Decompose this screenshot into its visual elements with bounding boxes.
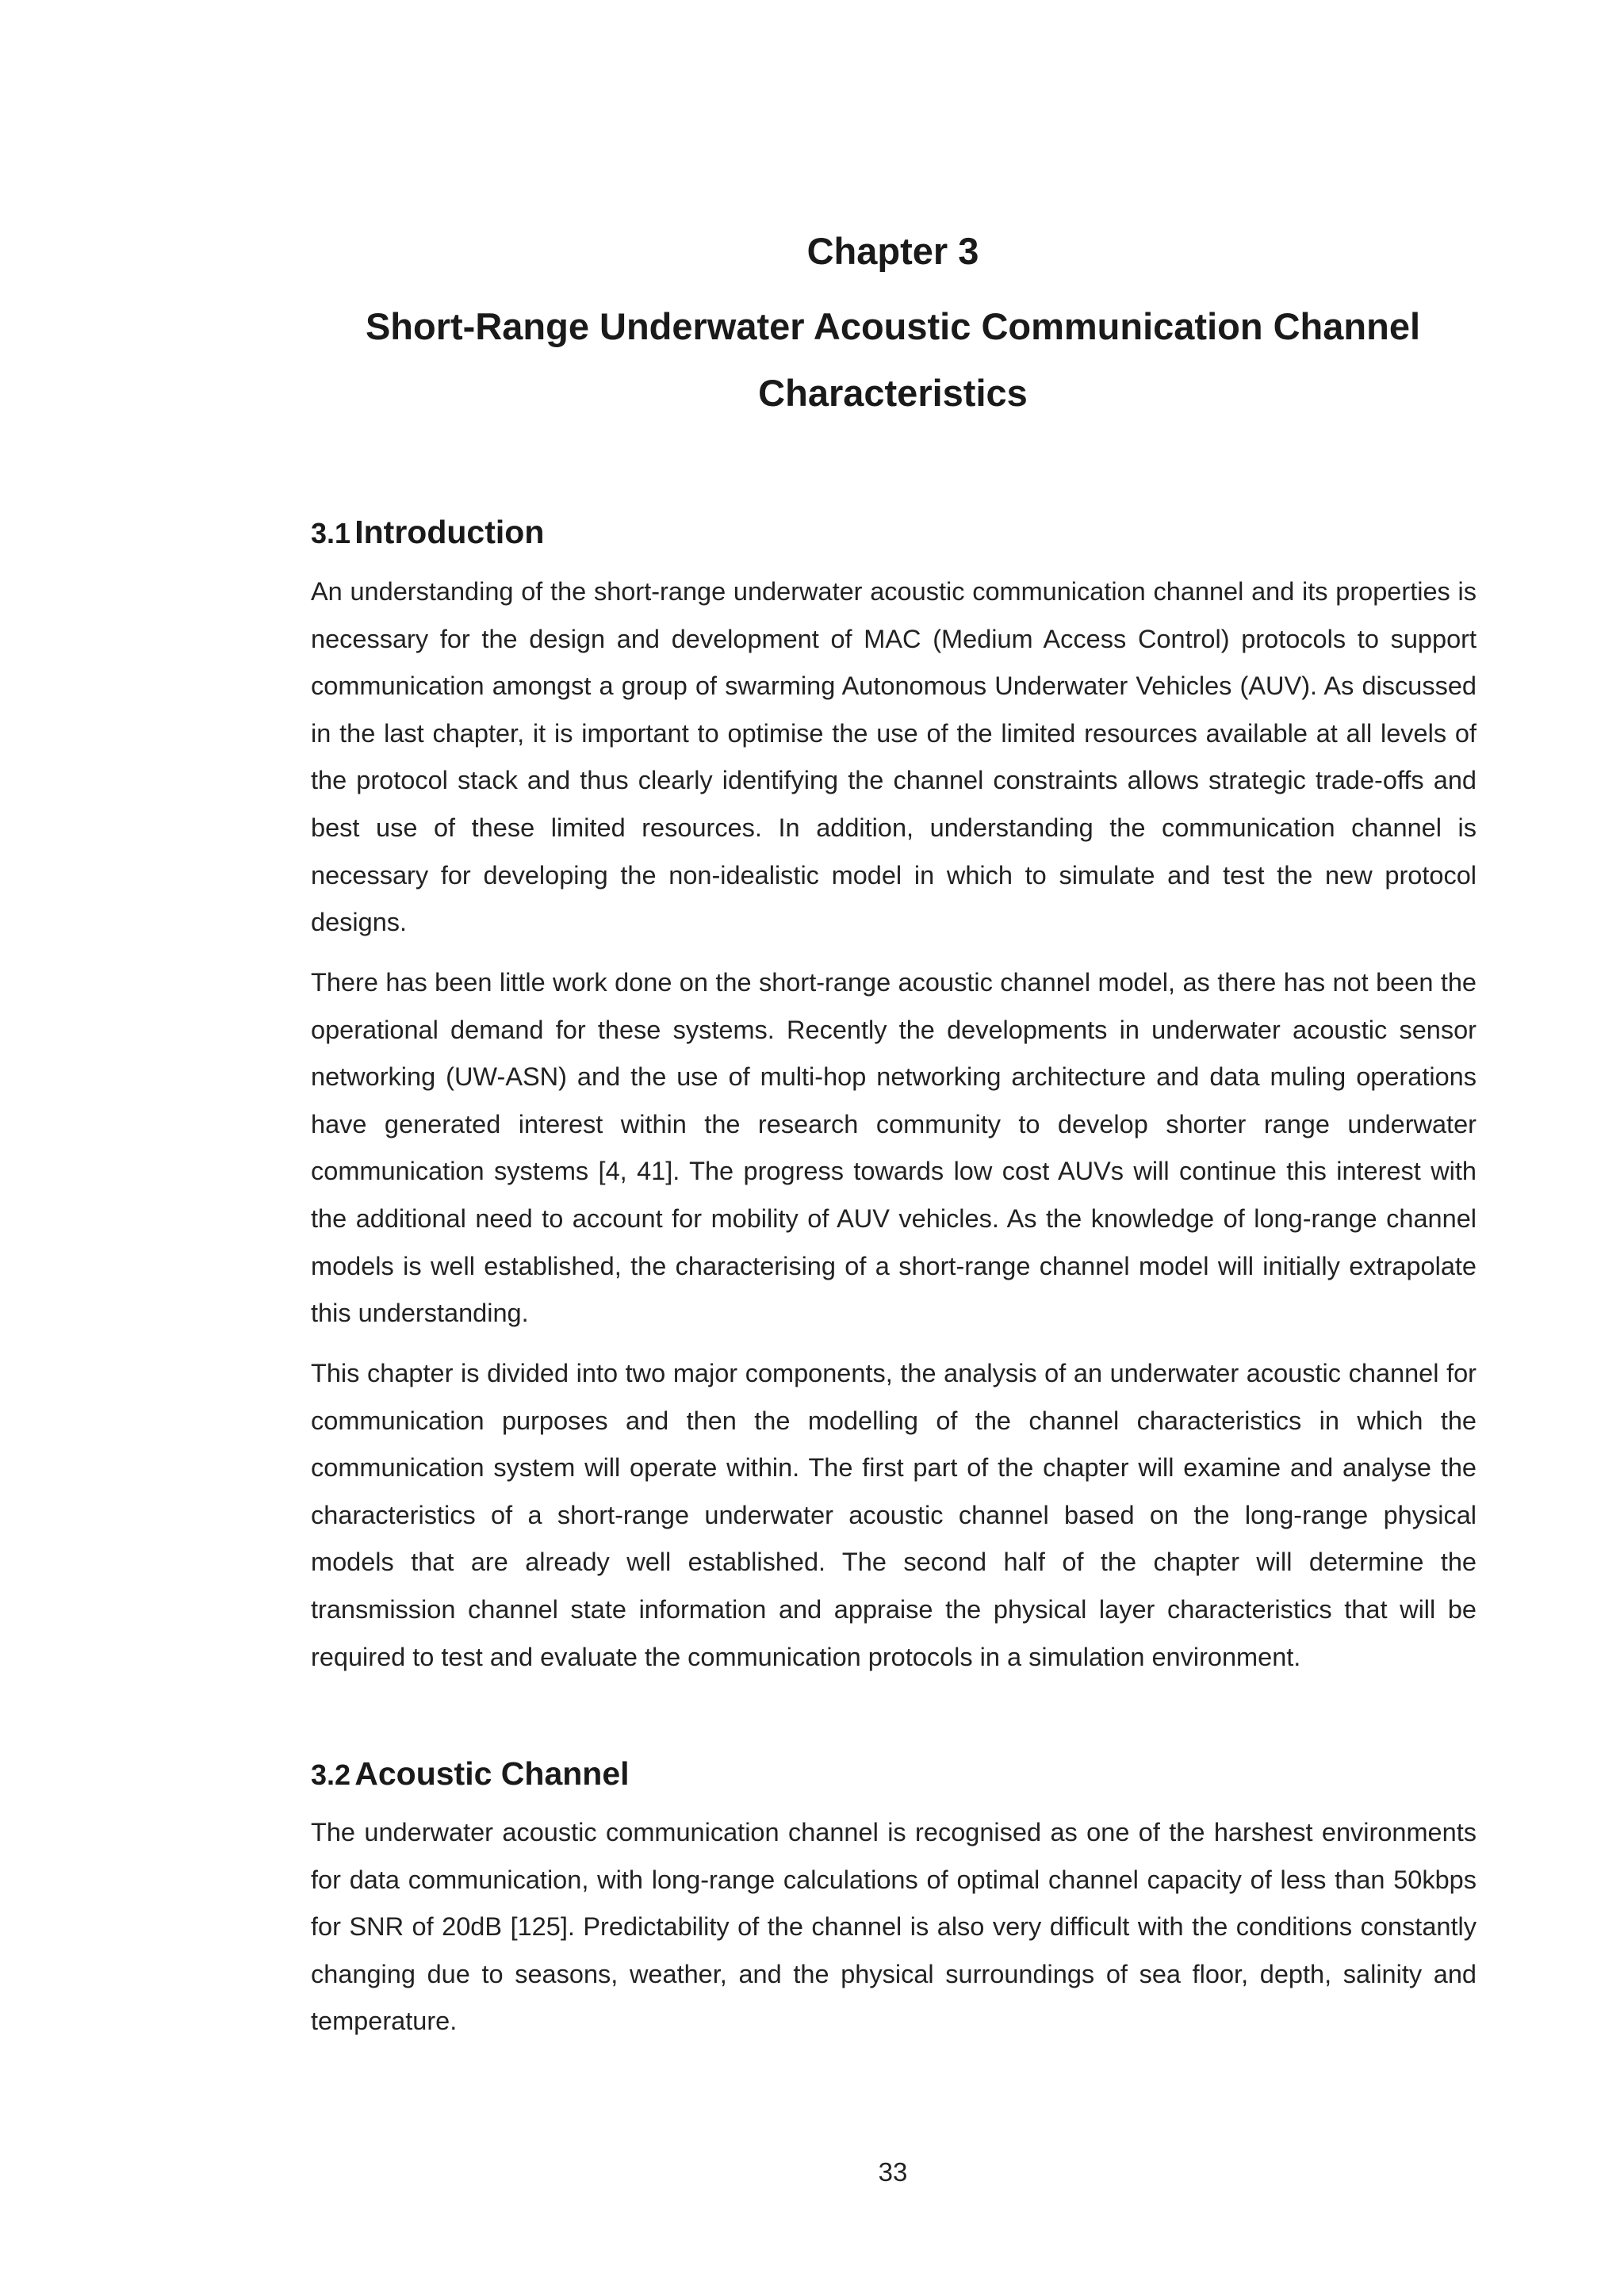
- page-number: 33: [878, 2157, 908, 2187]
- chapter-title: [0, 293, 1624, 427]
- chapter-number: Chapter 3: [806, 230, 979, 272]
- paragraph-introduction-3: This chapter is divided into two major components, the analysis of an underwater acoustic channel for communication purposes and then the modelling of the channel characteristics in which the communication system will operate within. The first part of the chapter will examine and analyse the characteristics of a short-range underwater acoustic channel based on the long-range physical models that are already well established. The second half of the chapter will determine the transmission channel state information and appraise the physical layer characteristics that will be required to test and evaluate the communication protocols in a simulation environment.: [311, 1359, 1477, 1671]
- section-title: Acoustic Channel: [354, 1755, 630, 1792]
- chapter-title-line-2: Characteristics: [758, 372, 1028, 414]
- chapter-title-line-1: Short-Range Underwater Acoustic Communication Channel: [365, 305, 1421, 347]
- section-number: 3.2: [311, 1758, 351, 1791]
- paragraph-acoustic-channel-1: The underwater acoustic communication channel is recognised as one of the harshest environments for data communication, with long-range calculations of optimal channel capacity of less than 50kbps for SNR of 20dB [125]. Predictability of the channel is also very difficult with the conditions constantly changing due to seasons, weather, and the physical surroundings of sea floor, depth, salinity and temperature.: [311, 1818, 1477, 2036]
- section-heading-introduction: [311, 512, 544, 558]
- paragraph-introduction-1: An understanding of the short-range underwater acoustic communication channel and its properties is necessary for the design and development of MAC (Medium Access Control) protocols to support communication amongst a group of swarming Autonomous Underwater Vehicles (AUV). As discussed in the last chapter, it is important to optimise the use of the limited resources available at all levels of the protocol stack and thus clearly identifying the channel constraints allows strategic trade-offs and best use of these limited resources. In addition, understanding the communication channel is necessary for developing the non-idealistic model in which to simulate and test the new protocol designs.: [311, 577, 1477, 937]
- section-heading-acoustic-channel: [311, 1754, 630, 1800]
- section-title: Introduction: [354, 514, 545, 550]
- paragraph-introduction-2: There has been little work done on the short-range acoustic channel model, as there has not been the operational demand for these systems. Recently the developments in underwater acoustic sensor networking (UW-ASN) and the use of multi-hop networking architecture and data muling operations have generated interest within the research community to develop shorter range underwater communication systems [4, 41]. The progress towards low cost AUVs will continue this interest with the additional need to account for mobility of AUV vehicles. As the knowledge of long-range channel models is well established, the characterising of a short-range channel model will initially extrapolate this understanding.: [311, 968, 1477, 1328]
- section-number: 3.1: [311, 517, 351, 549]
